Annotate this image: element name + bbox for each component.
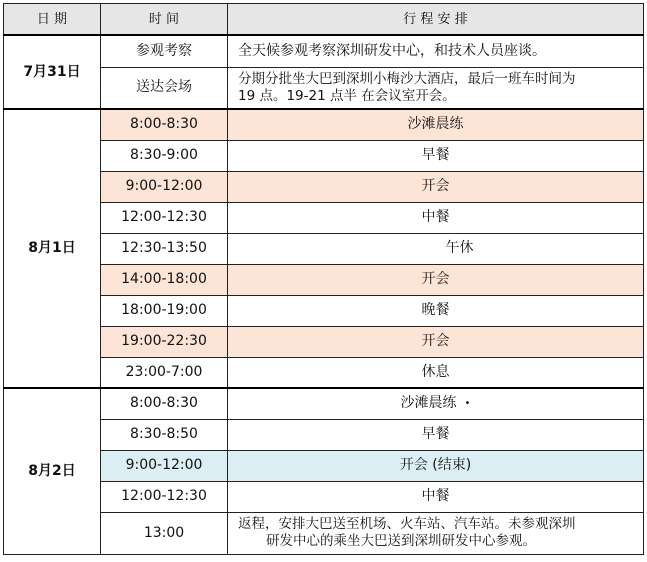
- itinerary-line: 19 点。19-21 点半 在会议室开会。: [238, 87, 456, 104]
- date-cell: 8月1日: [4, 109, 101, 388]
- itinerary-cell: 晚餐: [228, 295, 644, 326]
- time-cell: 13:00: [101, 512, 228, 554]
- time-cell: 参观考察: [101, 35, 228, 67]
- header-date: 日 期: [4, 4, 101, 36]
- itinerary-cell: 中餐: [228, 202, 644, 233]
- itinerary-cell: [228, 67, 644, 109]
- stray-dot-mark: •: [464, 398, 471, 410]
- time-cell: 14:00-18:00: [101, 264, 228, 295]
- header-time: 时 间: [101, 4, 228, 36]
- date-cell: 8月2日: [4, 388, 101, 554]
- itinerary-cell: [228, 388, 644, 419]
- time-cell: 23:00-7:00: [101, 357, 228, 388]
- time-cell: 8:00-8:30: [101, 388, 228, 419]
- time-cell: 18:00-19:00: [101, 295, 228, 326]
- time-cell: 12:00-12:30: [101, 481, 228, 512]
- itinerary-cell: 开会 (结束): [228, 450, 644, 481]
- itinerary-text: 沙滩晨练: [400, 395, 457, 412]
- itinerary-cell: 开会: [228, 326, 644, 357]
- time-cell: 8:30-8:50: [101, 419, 228, 450]
- date-cell: 7月31日: [4, 35, 101, 109]
- itinerary-cell: 全天候参观考察深圳研发中心，和技术人员座谈。: [228, 35, 644, 67]
- itinerary-cell: 午休: [228, 233, 644, 264]
- itinerary-line: 分期分批坐大巴到深圳小梅沙大酒店，最后一班车时间为: [238, 70, 576, 87]
- time-cell: 19:00-22:30: [101, 326, 228, 357]
- itinerary-cell: 中餐: [228, 481, 644, 512]
- itinerary-line: 研发中心的乘坐大巴送到深圳研发中心参观。: [266, 533, 536, 549]
- itinerary-cell: [228, 512, 644, 554]
- time-cell: 9:00-12:00: [101, 171, 228, 202]
- table-row: [4, 388, 644, 419]
- itinerary-cell: 开会: [228, 264, 644, 295]
- time-cell: 送达会场: [101, 67, 228, 109]
- header-row: [4, 4, 644, 36]
- time-cell: 12:30-13:50: [101, 233, 228, 264]
- time-cell: 9:00-12:00: [101, 450, 228, 481]
- itinerary-sheet: [3, 3, 644, 555]
- table-row: [4, 35, 644, 67]
- itinerary-cell: 开会: [228, 171, 644, 202]
- itinerary-line: 返程，安排大巴送至机场、火车站、汽车站。未参观深圳: [238, 516, 576, 532]
- time-cell: 12:00-12:30: [101, 202, 228, 233]
- itinerary-cell: 沙滩晨练: [228, 109, 644, 140]
- time-cell: 8:00-8:30: [101, 109, 228, 140]
- header-itinerary: 行 程 安 排: [228, 4, 644, 36]
- itinerary-cell: 休息: [228, 357, 644, 388]
- schedule-table: [3, 3, 644, 555]
- time-cell: 8:30-9:00: [101, 140, 228, 171]
- itinerary-cell: 早餐: [228, 140, 644, 171]
- table-row: [4, 109, 644, 140]
- itinerary-cell: 早餐: [228, 419, 644, 450]
